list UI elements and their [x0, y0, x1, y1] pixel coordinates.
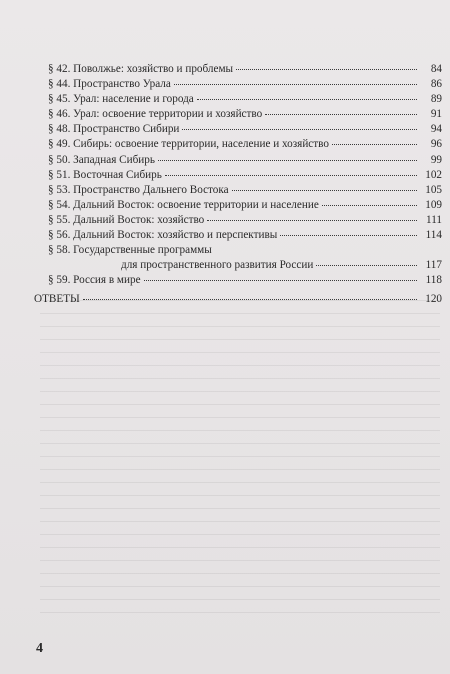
toc-entry-page: 99	[430, 153, 442, 166]
toc-leader-dots	[158, 159, 417, 161]
toc-leader-dots	[280, 234, 417, 236]
toc-entry-answers	[34, 292, 442, 307]
toc-entry-title: § 54. Дальний Восток: освоение территории и население	[48, 198, 319, 211]
toc-entry-page: 94	[430, 123, 442, 136]
toc-entry-page: 117	[425, 259, 442, 272]
toc-entry-title: § 45. Урал: население и города	[48, 93, 194, 106]
toc-entry-title: § 48. Пространство Сибири	[48, 123, 180, 136]
toc-leader-dots	[197, 98, 417, 100]
toc-entry	[34, 168, 442, 183]
toc-entry-title: § 59. Россия в мире	[48, 274, 141, 287]
toc-leader-dots	[316, 264, 417, 266]
toc-leader-dots	[232, 189, 417, 191]
toc-entry-page: 102	[425, 168, 442, 181]
toc-leader-dots	[174, 83, 417, 85]
toc-entry	[34, 243, 442, 258]
toc-entry	[34, 153, 442, 168]
toc-entry-page: 118	[425, 274, 442, 287]
toc-entry	[34, 137, 442, 152]
toc-entry	[34, 62, 442, 77]
toc-entry	[34, 198, 442, 213]
toc-leader-dots	[207, 219, 417, 221]
toc-leader-dots	[265, 113, 417, 115]
toc-entry-title: § 46. Урал: освоение территории и хозяйство	[48, 108, 263, 121]
toc-entry	[34, 213, 442, 228]
toc-entry-continuation	[34, 258, 442, 273]
toc-entry-title: § 56. Дальний Восток: хозяйство и перспективы	[48, 229, 278, 242]
toc-entry-title: для пространственного развития России	[121, 259, 314, 272]
bleed-through-texture	[40, 300, 440, 620]
toc-entry-page: 111	[426, 213, 442, 226]
toc-entry-page: 120	[425, 293, 442, 306]
toc-entry-page: 84	[430, 63, 442, 75]
table-of-contents	[34, 62, 442, 308]
toc-entry-page: 109	[425, 198, 442, 211]
toc-entry-title: § 49. Сибирь: освоение территории, население и хозяйство	[48, 138, 329, 151]
toc-entry	[34, 228, 442, 243]
toc-entry-title: § 53. Пространство Дальнего Востока	[48, 183, 229, 196]
toc-entry-title: § 42. Поволжье: хозяйство и проблемы	[48, 63, 234, 75]
toc-leader-dots	[236, 68, 417, 70]
toc-entry-page: 89	[430, 93, 442, 106]
toc-entry	[34, 183, 442, 198]
toc-leader-dots	[144, 279, 417, 281]
toc-entry-title: § 50. Западная Сибирь	[48, 153, 155, 166]
toc-entry-title: § 44. Пространство Урала	[48, 78, 171, 91]
toc-entry	[34, 273, 442, 288]
toc-leader-dots	[83, 298, 417, 300]
toc-entry-page: 105	[425, 183, 442, 196]
toc-entry-title: § 51. Восточная Сибирь	[48, 168, 162, 181]
toc-entry-title: § 58. Государственные программы	[48, 244, 212, 257]
toc-entry	[34, 107, 442, 122]
toc-leader-dots	[332, 143, 417, 145]
toc-leader-dots	[182, 128, 417, 130]
toc-entry-page: 96	[430, 138, 442, 151]
toc-entry-page: 91	[430, 108, 442, 121]
toc-entry-page: 86	[430, 78, 442, 91]
page-number: 4	[36, 641, 43, 656]
toc-entry-title: § 55. Дальний Восток: хозяйство	[48, 213, 205, 226]
toc-entry	[34, 122, 442, 137]
toc-entry-title: ОТВЕТЫ	[34, 293, 80, 306]
toc-leader-dots	[165, 174, 417, 176]
toc-entry	[34, 77, 442, 92]
toc-entry-page: 114	[425, 229, 442, 242]
toc-leader-dots	[322, 204, 417, 206]
toc-entry	[34, 92, 442, 107]
